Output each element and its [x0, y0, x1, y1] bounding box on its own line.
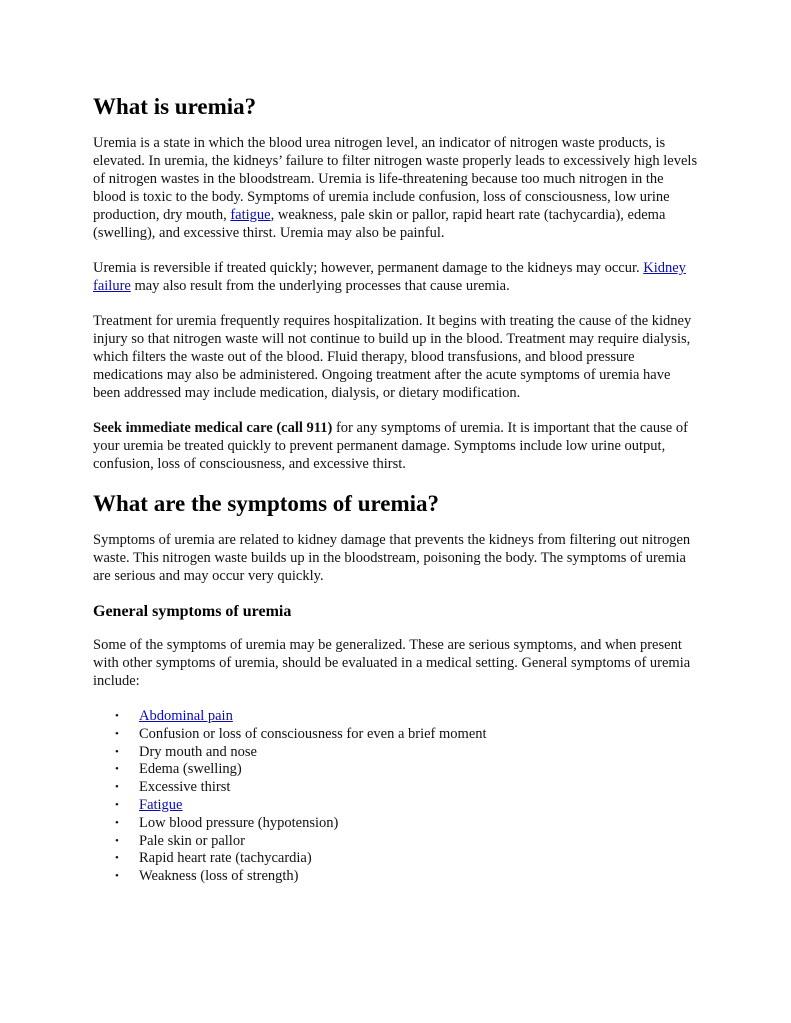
list-item-text: Low blood pressure (hypotension) — [139, 814, 339, 831]
list-item — [115, 744, 699, 762]
seek-care-bold: Seek immediate medical care (call 911) — [93, 420, 333, 436]
paragraph-general-symptoms: Some of the symptoms of uremia may be generalized. These are serious symptoms, and when present with other symptoms of uremia, should be evaluated in a medical setting. General symptoms of uremia include: — [93, 637, 691, 689]
bullet: • — [115, 852, 119, 865]
bullet: • — [115, 870, 119, 883]
heading-symptoms: What are the symptoms of uremia? — [93, 491, 440, 516]
list-item — [115, 850, 699, 868]
list-item-text: Excessive thirst — [139, 779, 231, 796]
paragraph-definition-text-1: Uremia is a state in which the blood urea nitrogen level, an indicator of nitrogen waste products, is elevated. In uremia, the kidneys’ failure to filter nitrogen waste properly leads to excessively high levels of nitrogen wastes in the bloodstream. Uremia is life-threatening because too much nitrogen in the blood is toxic to the body. Symptoms of uremia include confusion, loss of consciousness, low urine production, dry mouth, — [93, 135, 698, 223]
paragraph-symptoms-intro: Symptoms of uremia are related to kidney damage that prevents the kidneys from filtering out nitrogen waste. This nitrogen waste builds up in the bloodstream, poisoning the body. The symptoms of uremia are serious and may occur very quickly. — [93, 532, 691, 584]
paragraph-seek-care-text: for any symptoms of uremia. It is important that the cause of your uremia be treated quickly to prevent permanent damage. Symptoms include low urine output, confusion, loss of consciousness, and excessive thirst. — [93, 420, 688, 472]
link-fatigue-list[interactable]: Fatigue — [139, 796, 183, 813]
bullet: • — [115, 798, 119, 811]
list-item — [115, 726, 699, 744]
link-kidney-failure[interactable]: Kidney failure — [93, 260, 686, 294]
list-item-text: Rapid heart rate (tachycardia) — [139, 850, 312, 867]
subheading-general-symptoms: General symptoms of uremia — [93, 603, 292, 620]
paragraph-definition-text-2: , weakness, pale skin or pallor, rapid heart rate (tachycardia), edema (swelling), and excessive thirst. Uremia may also be painful. — [93, 207, 666, 241]
document-content — [93, 93, 699, 886]
bullet: • — [115, 781, 119, 794]
list-item-text: Dry mouth and nose — [139, 743, 257, 760]
list-item — [115, 833, 699, 851]
link-abdominal-pain[interactable]: Abdominal pain — [139, 708, 233, 724]
paragraph-seek-care — [93, 419, 699, 473]
bullet: • — [115, 710, 119, 722]
heading-what-is-uremia: What is uremia? — [93, 94, 257, 119]
list-item — [115, 797, 699, 815]
bullet: • — [115, 816, 119, 829]
bullet: • — [115, 763, 119, 776]
paragraph-reversible — [93, 259, 699, 295]
list-item — [115, 868, 699, 886]
bullet: • — [115, 834, 119, 847]
symptoms-list — [93, 708, 699, 886]
list-item — [115, 815, 699, 833]
paragraph-definition — [93, 134, 699, 242]
paragraph-reversible-text-2: may also result from the underlying processes that cause uremia. — [130, 278, 510, 294]
paragraph-reversible-text-1: Uremia is reversible if treated quickly; however, permanent damage to the kidneys may occur. — [93, 260, 644, 276]
list-item — [115, 761, 699, 779]
bullet: • — [115, 745, 119, 758]
list-item-text: Weakness (loss of strength) — [139, 868, 299, 885]
list-item — [115, 779, 699, 797]
paragraph-treatment: Treatment for uremia frequently requires hospitalization. It begins with treating the cause of the kidney injury so that nitrogen waste will not continue to build up in the blood. Treatment may require dialysis, which filters the waste out of the blood. Fluid therapy, blood transfusions, and blood pressure medications may also be administered. Ongoing treatment after the acute symptoms of uremia have been addressed may include medication, dialysis, or dietary modification. — [93, 313, 692, 401]
list-item-text: Edema (swelling) — [139, 761, 242, 778]
link-fatigue[interactable]: fatigue — [230, 207, 271, 223]
bullet: • — [115, 727, 119, 740]
list-item-text: Confusion or loss of consciousness for even a brief moment — [139, 725, 487, 742]
list-item — [115, 708, 699, 726]
list-item-text: Pale skin or pallor — [139, 832, 245, 849]
